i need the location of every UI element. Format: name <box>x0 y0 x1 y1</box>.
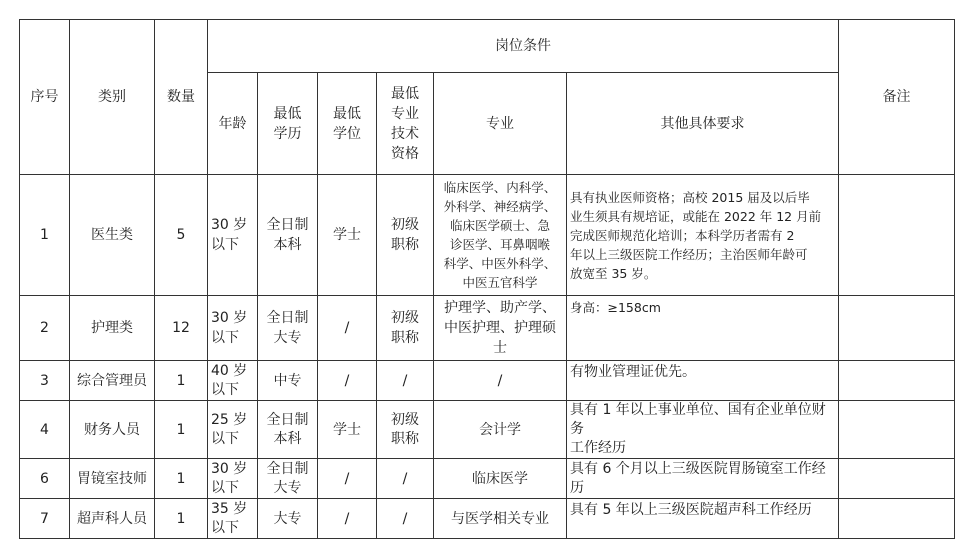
cell-degree: / <box>318 361 377 401</box>
cell-age: 40 岁 以下 <box>208 361 258 401</box>
cell-title: / <box>377 361 434 401</box>
cell-degree: / <box>318 296 377 361</box>
cell-other-requirements: 具有 6 个月以上三级医院胃肠镜室工作经 历 <box>567 459 839 499</box>
cell-other-requirements: 身高：≥158cm <box>567 296 839 361</box>
header-age: 年龄 <box>208 73 258 175</box>
cell-seq: 6 <box>20 459 70 499</box>
header-min-education: 最低 学历 <box>258 73 318 175</box>
header-remark: 备注 <box>839 20 955 175</box>
cell-education: 大专 <box>258 499 318 539</box>
cell-remark <box>839 296 955 361</box>
cell-count: 12 <box>155 296 208 361</box>
table-row <box>20 401 955 459</box>
cell-education: 全日制 大专 <box>258 459 318 499</box>
cell-remark <box>839 401 955 459</box>
cell-age: 35 岁 以下 <box>208 499 258 539</box>
recruitment-table <box>19 19 955 539</box>
cell-education: 全日制 本科 <box>258 401 318 459</box>
cell-age: 30 岁 以下 <box>208 459 258 499</box>
table-row <box>20 175 955 296</box>
table-row <box>20 499 955 539</box>
cell-category: 综合管理员 <box>70 361 155 401</box>
cell-title: 初级 职称 <box>377 401 434 459</box>
cell-title: / <box>377 459 434 499</box>
cell-degree: / <box>318 499 377 539</box>
cell-major: 临床医学、内科学、 外科学、神经病学、 临床医学硕士、急 诊医学、耳鼻咽喉 科学、中医外科学、 中医五官科学 <box>434 175 567 296</box>
cell-seq: 4 <box>20 401 70 459</box>
cell-seq: 2 <box>20 296 70 361</box>
cell-major: 护理学、助产学、 中医护理、护理硕 士 <box>434 296 567 361</box>
cell-count: 1 <box>155 401 208 459</box>
cell-major: 临床医学 <box>434 459 567 499</box>
cell-remark <box>839 361 955 401</box>
table-row <box>20 459 955 499</box>
cell-title: / <box>377 499 434 539</box>
cell-remark <box>839 175 955 296</box>
cell-title: 初级 职称 <box>377 175 434 296</box>
cell-other-requirements: 具有 1 年以上事业单位、国有企业单位财务 工作经历 <box>567 401 839 459</box>
header-count: 数量 <box>155 20 208 175</box>
table-row <box>20 296 955 361</box>
cell-count: 1 <box>155 459 208 499</box>
cell-other-requirements: 具有执业医师资格；高校 2015 届及以后毕 业生须具有规培证，或能在 2022 年 12 月前 完成医师规范化培训；本科学历者需有 2 年以上三级医院工作经历；主治医师年龄可 放宽至 35 岁。 <box>567 175 839 296</box>
header-min-title: 最低 专业 技术 资格 <box>377 73 434 175</box>
cell-count: 1 <box>155 499 208 539</box>
cell-degree: / <box>318 459 377 499</box>
header-min-degree: 最低 学位 <box>318 73 377 175</box>
header-seq: 序号 <box>20 20 70 175</box>
cell-education: 中专 <box>258 361 318 401</box>
cell-major: 会计学 <box>434 401 567 459</box>
cell-major: 与医学相关专业 <box>434 499 567 539</box>
cell-other-requirements: 有物业管理证优先。 <box>567 361 839 401</box>
cell-age: 30 岁 以下 <box>208 175 258 296</box>
cell-count: 5 <box>155 175 208 296</box>
cell-age: 25 岁 以下 <box>208 401 258 459</box>
cell-category: 财务人员 <box>70 401 155 459</box>
cell-degree: 学士 <box>318 401 377 459</box>
cell-title: 初级 职称 <box>377 296 434 361</box>
cell-category: 医生类 <box>70 175 155 296</box>
cell-category: 超声科人员 <box>70 499 155 539</box>
cell-seq: 3 <box>20 361 70 401</box>
cell-major: / <box>434 361 567 401</box>
header-conditions: 岗位条件 <box>208 20 839 73</box>
cell-seq: 7 <box>20 499 70 539</box>
cell-education: 全日制 本科 <box>258 175 318 296</box>
table-row <box>20 361 955 401</box>
cell-education: 全日制 大专 <box>258 296 318 361</box>
cell-remark <box>839 499 955 539</box>
cell-degree: 学士 <box>318 175 377 296</box>
cell-remark <box>839 459 955 499</box>
cell-category: 护理类 <box>70 296 155 361</box>
cell-category: 胃镜室技师 <box>70 459 155 499</box>
cell-other-requirements: 具有 5 年以上三级医院超声科工作经历 <box>567 499 839 539</box>
cell-count: 1 <box>155 361 208 401</box>
header-major: 专业 <box>434 73 567 175</box>
header-category: 类别 <box>70 20 155 175</box>
cell-seq: 1 <box>20 175 70 296</box>
header-other-requirements: 其他具体要求 <box>567 73 839 175</box>
cell-age: 30 岁 以下 <box>208 296 258 361</box>
